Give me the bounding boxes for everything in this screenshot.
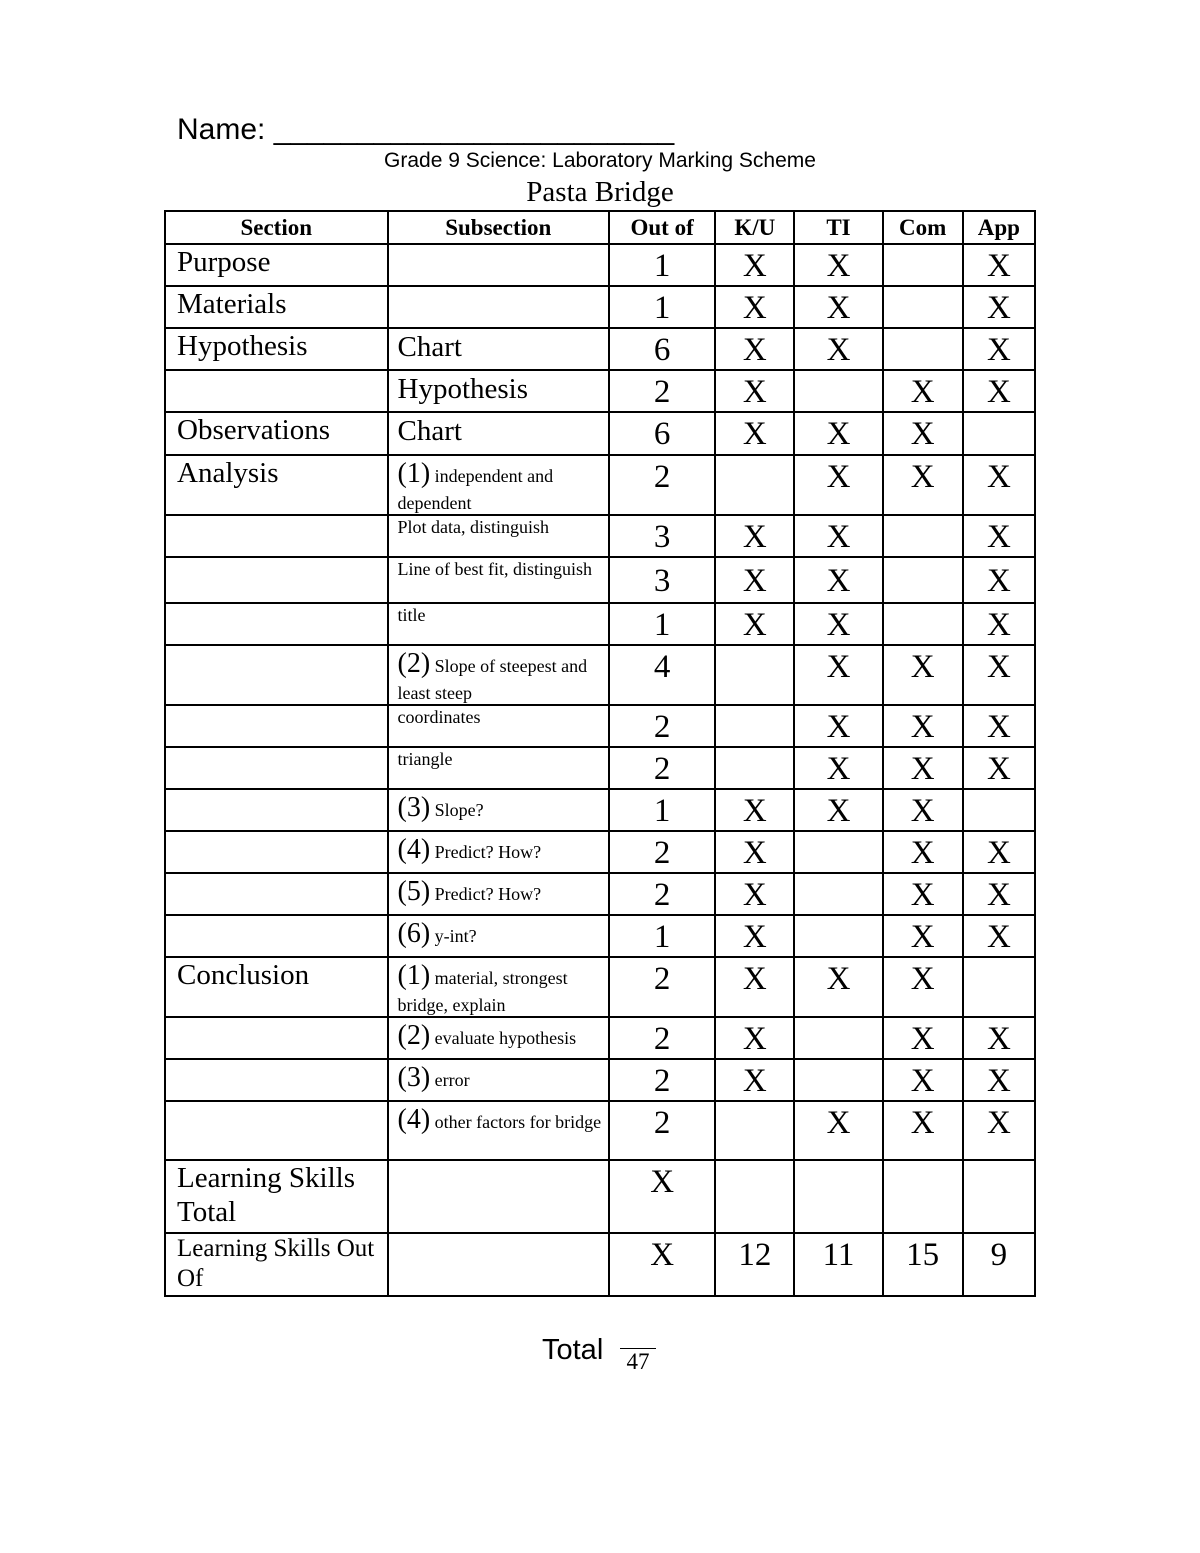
cell-out-of: 1: [609, 286, 715, 328]
subsection-text: independent and dependent: [397, 466, 554, 513]
cell-ku: [715, 1101, 794, 1160]
subsection-number: (6): [397, 918, 431, 949]
cell-com: [883, 603, 963, 645]
cell-ti: X: [794, 455, 882, 515]
column-header-com: Com: [883, 211, 963, 244]
subsection-number: (1): [397, 960, 431, 991]
cell-com: X: [883, 1059, 963, 1101]
cell-app: 9: [963, 1233, 1035, 1296]
cell-out-of: 2: [609, 747, 715, 789]
cell-ti: [794, 1160, 882, 1233]
table-row: [165, 328, 1035, 370]
cell-ti: X: [794, 645, 882, 705]
table-row: [165, 831, 1035, 873]
column-header-app: App: [963, 211, 1035, 244]
cell-subsection: [388, 1059, 610, 1101]
cell-section: [165, 705, 388, 747]
cell-subsection: [388, 1233, 610, 1296]
cell-ti: X: [794, 557, 882, 603]
cell-out-of: X: [609, 1160, 715, 1233]
cell-ku: [715, 1160, 794, 1233]
cell-com: X: [883, 412, 963, 455]
cell-ti: [794, 370, 882, 412]
cell-subsection: [388, 557, 610, 603]
subsection-text: title: [397, 605, 426, 625]
cell-subsection: [388, 1160, 610, 1233]
cell-ku: X: [715, 1017, 794, 1059]
cell-app: [963, 1160, 1035, 1233]
cell-com: [883, 557, 963, 603]
cell-app: X: [963, 1017, 1035, 1059]
table-row: [165, 705, 1035, 747]
name-field-label: Name: ________________________: [177, 113, 675, 146]
table-row: [165, 645, 1035, 705]
cell-ti: [794, 915, 882, 957]
cell-app: X: [963, 455, 1035, 515]
cell-com: X: [883, 455, 963, 515]
cell-app: X: [963, 286, 1035, 328]
cell-app: X: [963, 515, 1035, 557]
table-body: [165, 244, 1035, 1296]
cell-ti: X: [794, 515, 882, 557]
cell-subsection: [388, 705, 610, 747]
cell-com: [883, 328, 963, 370]
subsection-text: Chart: [397, 415, 462, 447]
table-row: [165, 370, 1035, 412]
cell-app: X: [963, 244, 1035, 286]
cell-section: Analysis: [165, 455, 388, 515]
cell-com: X: [883, 873, 963, 915]
cell-section: [165, 370, 388, 412]
table-row: [165, 957, 1035, 1017]
cell-app: X: [963, 645, 1035, 705]
cell-out-of: 2: [609, 1017, 715, 1059]
total-denominator: 47: [620, 1348, 656, 1375]
cell-app: X: [963, 915, 1035, 957]
cell-app: X: [963, 747, 1035, 789]
subsection-text: y-int?: [434, 926, 477, 946]
cell-app: X: [963, 328, 1035, 370]
subsection-number: (2): [397, 1020, 431, 1051]
cell-out-of: 6: [609, 412, 715, 455]
cell-app: X: [963, 705, 1035, 747]
cell-subsection: [388, 1017, 610, 1059]
cell-com: X: [883, 705, 963, 747]
table-row: [165, 557, 1035, 603]
table-row: [165, 244, 1035, 286]
cell-ku: X: [715, 789, 794, 831]
subsection-text: error: [434, 1070, 470, 1090]
subsection-text: Slope?: [434, 800, 484, 820]
cell-out-of: 1: [609, 244, 715, 286]
cell-ku: X: [715, 603, 794, 645]
cell-ku: X: [715, 557, 794, 603]
cell-app: X: [963, 603, 1035, 645]
cell-subsection: [388, 789, 610, 831]
cell-section: Learning Skills Total: [165, 1160, 388, 1233]
cell-section: [165, 645, 388, 705]
subsection-number: (3): [397, 1062, 431, 1093]
marking-scheme-table: [164, 210, 1036, 1297]
cell-ku: X: [715, 957, 794, 1017]
cell-ti: X: [794, 244, 882, 286]
cell-subsection: [388, 915, 610, 957]
cell-section: Observations: [165, 412, 388, 455]
cell-app: X: [963, 557, 1035, 603]
cell-out-of: 1: [609, 915, 715, 957]
cell-ti: X: [794, 705, 882, 747]
cell-out-of: 2: [609, 957, 715, 1017]
cell-subsection: [388, 957, 610, 1017]
cell-com: [883, 244, 963, 286]
document-subtitle: Grade 9 Science: Laboratory Marking Scheme: [384, 149, 816, 172]
table-row: [165, 789, 1035, 831]
cell-subsection: [388, 244, 610, 286]
table-row: [165, 1101, 1035, 1160]
cell-section: Materials: [165, 286, 388, 328]
column-header-out-of: Out of: [609, 211, 715, 244]
cell-ku: X: [715, 1059, 794, 1101]
cell-out-of: 1: [609, 603, 715, 645]
cell-ku: [715, 747, 794, 789]
cell-ku: [715, 705, 794, 747]
cell-subsection: [388, 1101, 610, 1160]
cell-ku: X: [715, 873, 794, 915]
cell-out-of: 2: [609, 873, 715, 915]
cell-app: X: [963, 1101, 1035, 1160]
cell-app: [963, 789, 1035, 831]
cell-com: [883, 515, 963, 557]
subsection-text: Plot data, distinguish: [397, 517, 550, 537]
column-header-subsection: Subsection: [388, 211, 610, 244]
subsection-text: other factors for bridge: [434, 1112, 602, 1132]
cell-ku: X: [715, 915, 794, 957]
cell-app: X: [963, 1059, 1035, 1101]
table-row: [165, 1233, 1035, 1296]
subsection-text: triangle: [397, 749, 453, 769]
cell-section: [165, 915, 388, 957]
cell-ku: X: [715, 244, 794, 286]
subsection-text: material, strongest bridge, explain: [397, 968, 568, 1015]
cell-subsection: [388, 515, 610, 557]
cell-com: X: [883, 831, 963, 873]
cell-ti: [794, 1017, 882, 1059]
cell-ti: [794, 1059, 882, 1101]
table-row: [165, 412, 1035, 455]
subsection-number: (5): [397, 876, 431, 907]
cell-com: [883, 286, 963, 328]
cell-subsection: [388, 370, 610, 412]
cell-out-of: 1: [609, 789, 715, 831]
cell-ti: X: [794, 957, 882, 1017]
subsection-text: evaluate hypothesis: [434, 1028, 577, 1048]
cell-out-of: 2: [609, 831, 715, 873]
cell-out-of: 2: [609, 455, 715, 515]
cell-ti: X: [794, 603, 882, 645]
cell-out-of: 2: [609, 1101, 715, 1160]
subsection-text: Line of best fit, distinguish: [397, 559, 592, 579]
table-row: [165, 603, 1035, 645]
cell-section: [165, 603, 388, 645]
cell-ti: X: [794, 747, 882, 789]
cell-subsection: [388, 286, 610, 328]
cell-ti: [794, 873, 882, 915]
cell-ku: [715, 645, 794, 705]
cell-app: X: [963, 370, 1035, 412]
table-row: [165, 1160, 1035, 1233]
cell-ku: X: [715, 328, 794, 370]
subsection-text: Hypothesis: [397, 373, 528, 405]
column-header-ku: K/U: [715, 211, 794, 244]
subsection-text: Predict? How?: [434, 884, 542, 904]
cell-app: X: [963, 873, 1035, 915]
total-label: Total: [542, 1334, 604, 1366]
subsection-number: (1): [397, 458, 431, 489]
cell-section: [165, 557, 388, 603]
cell-subsection: [388, 328, 610, 370]
cell-ti: X: [794, 1101, 882, 1160]
subsection-text: Chart: [397, 331, 462, 363]
table-row: [165, 1017, 1035, 1059]
cell-ku: X: [715, 831, 794, 873]
cell-ku: X: [715, 370, 794, 412]
cell-subsection: [388, 747, 610, 789]
cell-subsection: [388, 873, 610, 915]
cell-section: [165, 1017, 388, 1059]
cell-com: X: [883, 1017, 963, 1059]
cell-ku: X: [715, 515, 794, 557]
table-row: [165, 286, 1035, 328]
cell-out-of: 3: [609, 557, 715, 603]
column-header-section: Section: [165, 211, 388, 244]
cell-out-of: 2: [609, 370, 715, 412]
cell-out-of: 6: [609, 328, 715, 370]
cell-ti: X: [794, 328, 882, 370]
subsection-number: (4): [397, 834, 431, 865]
cell-com: 15: [883, 1233, 963, 1296]
cell-com: X: [883, 370, 963, 412]
cell-subsection: [388, 831, 610, 873]
cell-ku: X: [715, 286, 794, 328]
table-row: [165, 873, 1035, 915]
subsection-text: Predict? How?: [434, 842, 542, 862]
cell-section: [165, 1101, 388, 1160]
cell-section: [165, 831, 388, 873]
cell-ku: X: [715, 412, 794, 455]
subsection-text: Slope of steepest and least steep: [397, 656, 588, 703]
subsection-number: (3): [397, 792, 431, 823]
cell-com: X: [883, 957, 963, 1017]
cell-ti: [794, 831, 882, 873]
cell-section: [165, 789, 388, 831]
cell-out-of: 2: [609, 1059, 715, 1101]
cell-ti: 11: [794, 1233, 882, 1296]
cell-section: Learning Skills Out Of: [165, 1233, 388, 1296]
cell-section: Conclusion: [165, 957, 388, 1017]
cell-com: X: [883, 915, 963, 957]
cell-section: Hypothesis: [165, 328, 388, 370]
cell-out-of: 2: [609, 705, 715, 747]
table-row: [165, 915, 1035, 957]
cell-ti: X: [794, 789, 882, 831]
cell-ku: 12: [715, 1233, 794, 1296]
table-row: [165, 747, 1035, 789]
subsection-number: (2): [397, 648, 431, 679]
subsection-number: (4): [397, 1104, 431, 1135]
cell-out-of: 4: [609, 645, 715, 705]
cell-section: [165, 515, 388, 557]
table-header-row: [165, 211, 1035, 244]
cell-section: [165, 873, 388, 915]
cell-section: [165, 1059, 388, 1101]
cell-subsection: [388, 603, 610, 645]
cell-section: Purpose: [165, 244, 388, 286]
cell-ku: [715, 455, 794, 515]
cell-com: [883, 1160, 963, 1233]
cell-app: [963, 957, 1035, 1017]
cell-out-of: 3: [609, 515, 715, 557]
cell-com: X: [883, 747, 963, 789]
cell-subsection: [388, 645, 610, 705]
cell-com: X: [883, 789, 963, 831]
cell-ti: X: [794, 286, 882, 328]
cell-com: X: [883, 645, 963, 705]
document-title: Pasta Bridge: [526, 176, 674, 208]
subsection-text: coordinates: [397, 707, 481, 727]
cell-subsection: [388, 455, 610, 515]
table-row: [165, 1059, 1035, 1101]
table-row: [165, 455, 1035, 515]
cell-app: [963, 412, 1035, 455]
cell-subsection: [388, 412, 610, 455]
cell-ti: X: [794, 412, 882, 455]
column-header-ti: TI: [794, 211, 882, 244]
cell-app: X: [963, 831, 1035, 873]
cell-out-of: X: [609, 1233, 715, 1296]
cell-section: [165, 747, 388, 789]
cell-com: X: [883, 1101, 963, 1160]
table-row: [165, 515, 1035, 557]
